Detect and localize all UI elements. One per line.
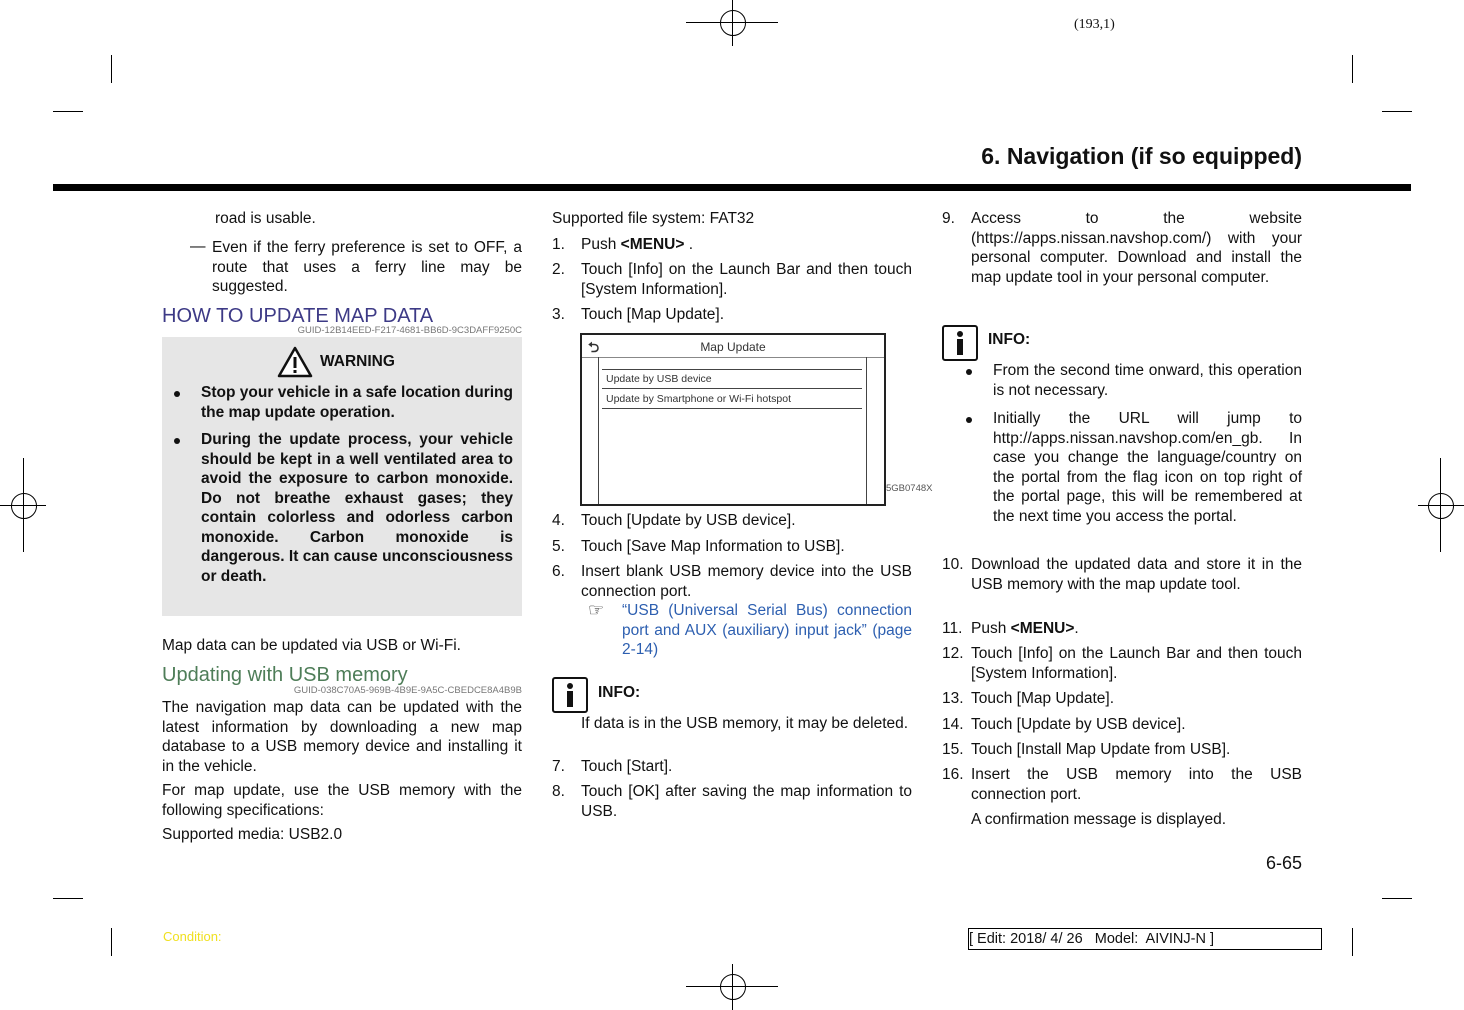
divider bbox=[602, 369, 862, 370]
section-title: HOW TO UPDATE MAP DATA bbox=[162, 305, 434, 327]
warning-item: During the update process, your vehicle should be kept in a well ventilated area to avoid the exposure to carbon monoxide. Do not breathe exhaust gases; they contain colorless and odorless carbon monoxide. Carbon monoxide is dangerous. It can cause unconsciousness or death. bbox=[201, 431, 513, 585]
step: Touch [Save Map Information to USB]. bbox=[581, 538, 845, 555]
step-number: 1. bbox=[552, 236, 565, 253]
crop-mark bbox=[111, 928, 112, 956]
step: Insert blank USB memory device into the USB connection port. bbox=[581, 563, 912, 600]
text: Supported file system: FAT32 bbox=[552, 210, 755, 227]
text: Supported media: USB2.0 bbox=[162, 826, 343, 843]
text: Push bbox=[581, 236, 621, 253]
page-reference-link[interactable]: “USB (Universal Serial Bus) connection port and AUX (auxiliary) input jack” (page 2-14) bbox=[622, 602, 912, 658]
crop-mark bbox=[53, 898, 83, 899]
back-icon: ⮌ bbox=[588, 339, 600, 355]
divider bbox=[866, 357, 867, 504]
crop-mark bbox=[53, 111, 83, 112]
header-rule bbox=[53, 184, 1411, 191]
footer-condition: Condition: bbox=[163, 929, 222, 944]
bullet bbox=[966, 417, 972, 423]
step-number: 11. bbox=[942, 620, 963, 637]
bullet bbox=[174, 438, 180, 444]
step: Touch [Start]. bbox=[581, 758, 673, 775]
info-bullet: From the second time onward, this operation is not necessary. bbox=[993, 362, 1302, 399]
page-ref: (193,1) bbox=[1074, 17, 1115, 32]
chapter-title: 6. Navigation (if so equipped) bbox=[981, 143, 1302, 169]
divider bbox=[582, 357, 884, 358]
info-bullet: Initially the URL will jump to http://apps.nissan.navshop.com/en_gb. In case you change the language/country on the portal from the flag icon on top right of the portal page, this will be remembered at the next time you access the portal. bbox=[993, 410, 1302, 525]
crop-mark bbox=[1352, 55, 1353, 83]
crop-mark bbox=[111, 55, 112, 83]
step-number: 5. bbox=[552, 538, 565, 555]
step-number: 16. bbox=[942, 766, 964, 783]
section-guid: GUID-12B14EED-F217-4681-BB6D-9C3DAFF9250C bbox=[297, 325, 522, 336]
divider bbox=[602, 408, 862, 409]
info-label: INFO: bbox=[598, 684, 641, 701]
subsection-guid: GUID-038C70A5-969B-4B9E-9A5C-CBEDCE8A4B9B bbox=[293, 685, 522, 696]
screen-title: Map Update bbox=[700, 340, 766, 354]
dash: — bbox=[190, 238, 206, 255]
step: Touch [Map Update]. bbox=[971, 690, 1115, 707]
text: Map data can be updated via USB or Wi-Fi. bbox=[162, 637, 461, 654]
step-number: 2. bbox=[552, 261, 565, 278]
step-note: A confirmation message is displayed. bbox=[971, 811, 1227, 828]
step: Touch [Update by USB device]. bbox=[581, 512, 796, 529]
pointing-hand-icon: ☞ bbox=[588, 600, 605, 620]
info-text: If data is in the USB memory, it may be deleted. bbox=[581, 715, 909, 732]
divider bbox=[598, 357, 599, 504]
step-number: 6. bbox=[552, 563, 565, 580]
step bbox=[971, 619, 1079, 639]
divider bbox=[602, 388, 862, 389]
menu-key: <MENU> bbox=[620, 236, 685, 253]
bullet bbox=[966, 369, 972, 375]
step-number: 14. bbox=[942, 716, 964, 733]
step: Touch [OK] after saving the map information to USB. bbox=[581, 783, 912, 820]
menu-key: <MENU> bbox=[1010, 620, 1075, 637]
warning-title: WARNING bbox=[320, 353, 395, 370]
step: Touch [Update by USB device]. bbox=[971, 716, 1186, 733]
step: Touch [Info] on the Launch Bar and then touch [System Information]. bbox=[971, 645, 1302, 682]
dash-item: Even if the ferry preference is set to OFF, a route that uses a ferry line may be suggested. bbox=[212, 239, 522, 295]
step-number: 7. bbox=[552, 758, 565, 775]
figure-id: 5GB0748X bbox=[886, 483, 933, 494]
step: Download the updated data and store it in the USB memory with the map update tool. bbox=[971, 556, 1302, 593]
text: For map update, use the USB memory with the following specifications: bbox=[162, 782, 522, 819]
step-number: 9. bbox=[942, 210, 955, 227]
step: Touch [Install Map Update from USB]. bbox=[971, 741, 1231, 758]
warning-item: Stop your vehicle in a safe location during the map update operation. bbox=[201, 384, 513, 421]
info-icon bbox=[942, 325, 978, 361]
step: Touch [Map Update]. bbox=[581, 306, 725, 323]
text: . bbox=[684, 236, 694, 253]
text: . bbox=[1074, 620, 1079, 637]
text: Push bbox=[971, 620, 1011, 637]
step-number: 13. bbox=[942, 690, 964, 707]
step bbox=[581, 235, 693, 255]
subsection-title: Updating with USB memory bbox=[162, 664, 408, 686]
menu-item[interactable]: Update by USB device bbox=[606, 373, 712, 385]
info-icon bbox=[552, 677, 588, 713]
footer-edit-box: [ Edit: 2018/ 4/ 26 Model: AIVINJ-N ] bbox=[968, 928, 1322, 950]
text: road is usable. bbox=[215, 210, 316, 227]
step-number: 15. bbox=[942, 741, 964, 758]
registration-circle bbox=[11, 493, 37, 519]
step: Insert the USB memory into the USB connection port. bbox=[971, 766, 1302, 803]
step-number: 4. bbox=[552, 512, 565, 529]
text: The navigation map data can be updated with the latest information by downloading a new map database to a USB memory device and installing it in the vehicle. bbox=[162, 699, 522, 775]
menu-item[interactable]: Update by Smartphone or Wi-Fi hotspot bbox=[606, 393, 792, 405]
step-number: 3. bbox=[552, 306, 565, 323]
screen-figure bbox=[580, 333, 886, 506]
step: Access to the website (https://apps.nissan.navshop.com/) with your personal computer. Download and install the map update tool in your personal computer. bbox=[971, 210, 1302, 286]
step-number: 12. bbox=[942, 645, 964, 662]
registration-circle bbox=[720, 10, 746, 36]
crop-mark bbox=[1352, 928, 1353, 956]
page-number: 6-65 bbox=[1265, 853, 1302, 873]
warning-icon bbox=[277, 346, 313, 378]
crop-mark bbox=[1382, 111, 1412, 112]
info-label: INFO: bbox=[988, 331, 1031, 348]
registration-circle bbox=[1428, 493, 1454, 519]
step-number: 10. bbox=[942, 556, 964, 573]
crop-mark bbox=[1382, 898, 1412, 899]
step-number: 8. bbox=[552, 783, 565, 800]
bullet bbox=[174, 391, 180, 397]
step: Touch [Info] on the Launch Bar and then touch [System Information]. bbox=[581, 261, 912, 298]
registration-circle bbox=[720, 974, 746, 1000]
